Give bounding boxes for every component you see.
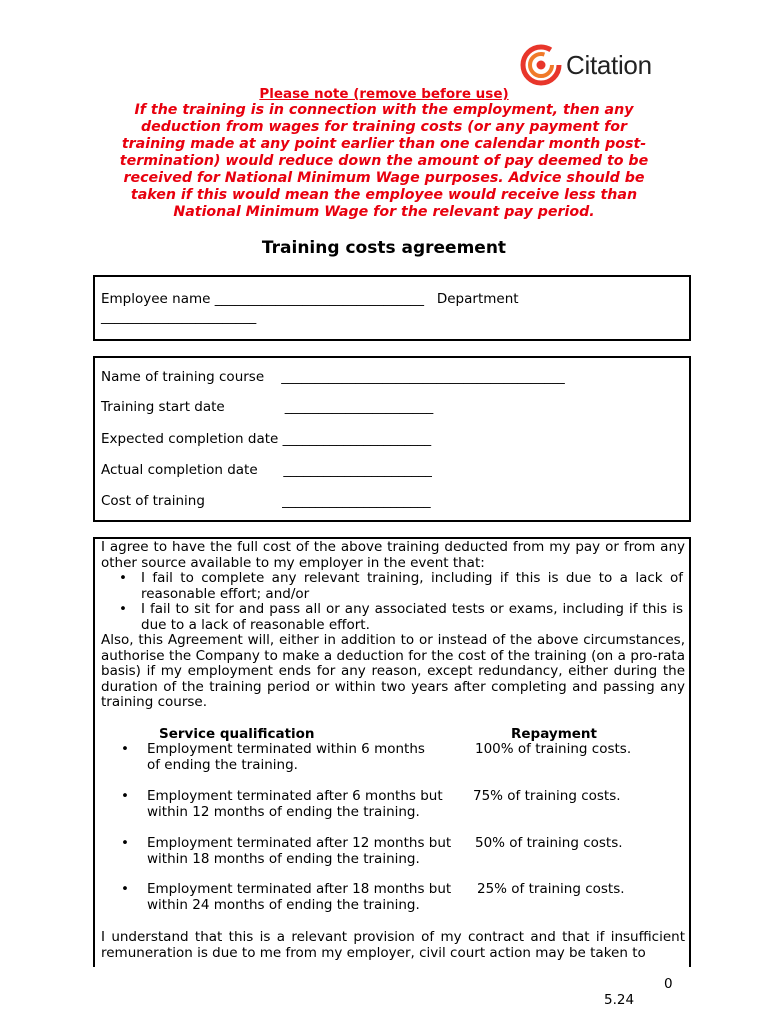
note-line: deduction from wages for training costs (or any payment for: [140, 119, 628, 135]
start-date-field[interactable]: Training start date ______________________: [101, 399, 434, 415]
agreement-also: Also, this Agreement will, either in addition to or instead of the above circumstances, authorise the Company to make a deduction for the cost of the training (on a pro-rata basis) if my employment ends for any reason, except redundancy, either during the duration of the training period or within two years after completing and passing any training course.: [101, 632, 685, 711]
expected-completion-field[interactable]: Expected completion date ______________________: [101, 431, 432, 447]
service-qualification-heading: Service qualification: [159, 726, 315, 742]
bullet-icon: •: [119, 570, 127, 586]
bullet-icon: •: [121, 788, 129, 804]
bullet-icon: •: [121, 741, 129, 757]
document-title: Training costs agreement: [261, 238, 507, 258]
employee-details-box: [93, 275, 691, 341]
version-number: 5.24: [604, 992, 635, 1008]
list-item: • I fail to sit for and pass all or any associated tests or exams, including if this is due to a lack of reasonable effort.: [119, 601, 683, 633]
agreement-box: I agree to have the full cost of the above training deducted from my pay or from any other source available to my employer in the event that: • I fail to complete any relevant training, including if this is due to a lack of reasonable effort; and/or • I fail to sit for and pass all or any associated tests or exams, including if this is due to a lack of reasonable effort. Also, this Agreement will, either in addition to or instead of the above circumstances, authorise the Company to make a deduction for the cost of the training (on a pro-rata basis) if my employment ends for any reason, except redundancy, either during the duration of the training period or within two years after completing and passing any training course. Service qualification Repayment • Employment terminated within 6 months of ending the training. 100% of training costs. • Employment terminated after 6 months but within 12 months of ending the training. 75% of training costs. • Employment terminated after 12 months but within 18 months of ending the training. 50% of training costs. • Employment terminated after 18 months but within 24 months of ending the training. 25% of training costs. I understand that this is a relevant provision of my contract and that if insufficient remuneration is due to me from my employer, civil court action may be taken to: [93, 537, 691, 967]
note-line: taken if this would mean the employee would receive less than: [130, 187, 638, 203]
note-line: If the training is in connection with the employment, then any: [134, 102, 634, 118]
repayment-value: 100% of training costs.: [475, 741, 632, 757]
list-item: • I fail to complete any relevant training, including if this is due to a lack of reasonable effort; and/or: [119, 570, 683, 602]
bullet-icon: •: [121, 881, 129, 897]
cost-of-training-field[interactable]: Cost of training ______________________: [101, 493, 431, 509]
bullet-icon: •: [121, 835, 129, 851]
agreement-intro: I agree to have the full cost of the above training deducted from my pay or from any other source available to my employer in the event that:: [101, 539, 685, 571]
citation-swirl-icon: [520, 44, 562, 86]
citation-logo: [520, 42, 680, 88]
course-name-field[interactable]: Name of training course __________________________________________: [101, 369, 565, 385]
repayment-value: 75% of training costs.: [473, 788, 621, 804]
training-course-box: [93, 356, 691, 522]
note-line: training made at any point earlier than one calendar month post-: [121, 136, 647, 152]
agreement-closing: I understand that this is a relevant provision of my contract and that if insufficient remuneration is due to me from my employer, civil court action may be taken to: [101, 929, 685, 961]
logo-wordmark: Citation: [566, 49, 652, 80]
repayment-heading: Repayment: [511, 726, 597, 742]
repayment-value: 25% of training costs.: [477, 881, 625, 897]
note-body: [90, 102, 678, 221]
department-field[interactable]: _______________________: [101, 309, 257, 325]
note-line: received for National Minimum Wage purposes. Advice should be: [123, 170, 645, 186]
note-line: termination) would reduce down the amount of pay deemed to be: [119, 153, 649, 169]
employee-name-field[interactable]: Employee name _______________________________ Department: [101, 291, 519, 307]
note-line: National Minimum Wage for the relevant pay period.: [173, 204, 595, 220]
usage-note: [90, 86, 678, 221]
page-number: 0: [664, 976, 673, 992]
bullet-icon: •: [119, 601, 127, 617]
actual-completion-field[interactable]: Actual completion date ______________________: [101, 462, 432, 478]
repayment-value: 50% of training costs.: [475, 835, 623, 851]
note-heading: Please note (remove before use): [259, 86, 509, 102]
